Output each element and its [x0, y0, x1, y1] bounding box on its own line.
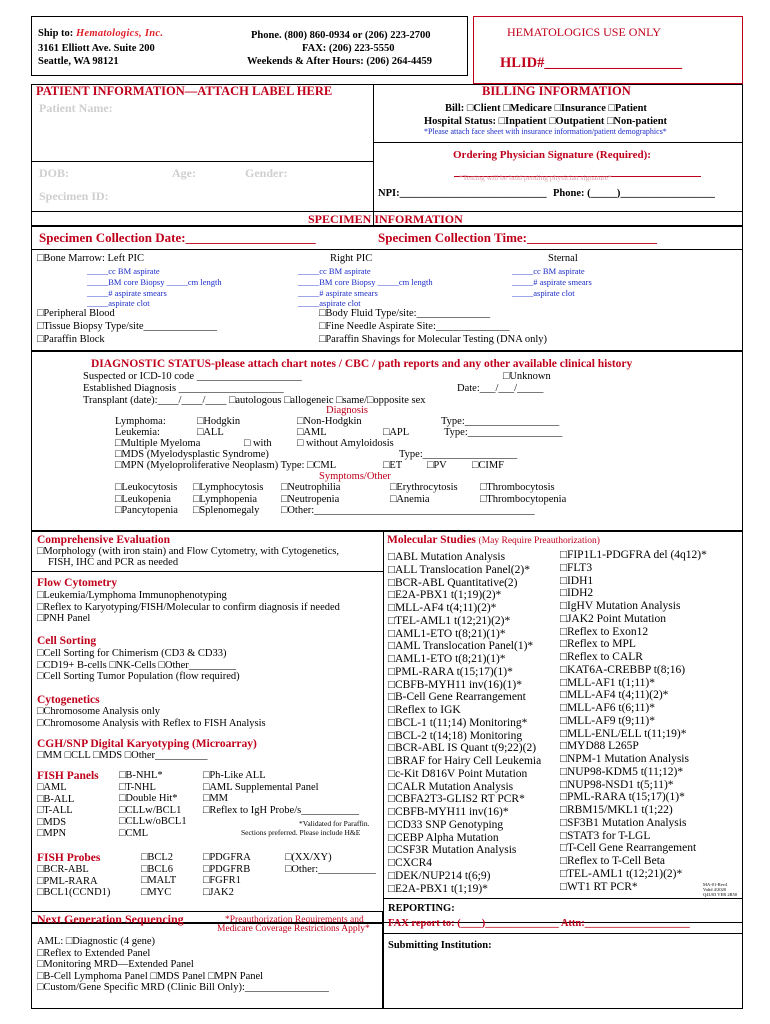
molecular-test-option[interactable]: □MLL-AF9 t(9;11)* [560, 714, 655, 727]
billing-physician-divider [373, 142, 743, 143]
stamp-line: Valid 4/2020 [703, 887, 727, 892]
myeloma-option[interactable]: □Multiple Myeloma [115, 438, 201, 449]
molecular-test-option[interactable]: □SF3B1 Mutation Analysis [560, 816, 687, 829]
molecular-test-option[interactable]: □Reflex to IGK [388, 704, 461, 716]
molecular-test-option[interactable]: □BCL-1 t(11;14) Monitoring* [388, 716, 528, 729]
molecular-test-option[interactable]: □NUP98-NSD1 t(5;11)* [560, 778, 674, 791]
ngs-option[interactable]: □Monitoring MRD—Extended Panel [37, 959, 194, 970]
address-line-1: 3161 Elliott Ave. Suite 200 [38, 43, 155, 54]
cytogenetics-items[interactable] [37, 706, 266, 729]
fish-panel-option[interactable]: □Ph-Like ALL [203, 770, 266, 781]
left-pic-items[interactable] [87, 266, 222, 309]
fish-probe-option[interactable]: □Other:___________ [285, 863, 376, 875]
ngs-preauth-2: Medicare Coverage Restrictions Apply* [217, 924, 370, 934]
right-pic-item[interactable]: _____cc BM aspirate [298, 266, 371, 276]
symptoms-col-2[interactable] [193, 482, 264, 517]
fish-probes-title: FISH Probes [37, 852, 101, 864]
requisition-form [31, 16, 743, 1009]
molecular-test-option[interactable]: □TEL-AML1 t(12;21)(2)* [388, 614, 511, 627]
cimf-option[interactable]: □CIMF [472, 460, 505, 471]
ngs-preauth-1: *Preauthorization Requirements and [225, 915, 364, 925]
specimen-date-divider [31, 249, 743, 250]
molecular-test-option[interactable]: □BCR-ABL Quantitative(2) [388, 576, 518, 589]
weekends-line: Weekends & After Hours: (206) 264-4459 [247, 56, 432, 67]
molecular-test-option[interactable]: □E2A-PBX1 t(1;19)* [388, 882, 488, 895]
symptoms-col-1[interactable] [115, 482, 178, 517]
diagnostic-title: DIAGNOSTIC STATUS-please attach chart notes / CBC / path reports and any other available clinical history [91, 358, 633, 370]
sternal-items[interactable] [512, 266, 592, 298]
fish-probe-option[interactable]: □PDGFRB [203, 863, 251, 875]
molecular-test-option[interactable]: □ALL Translocation Panel(2)* [388, 563, 530, 576]
cgh-title: CGH/SNP Digital Karyotyping (Microarray) [37, 738, 257, 750]
leukemia-type-field[interactable]: Type:__________________ [444, 427, 563, 438]
fish-probe-option[interactable]: □PDGFRA [203, 852, 251, 863]
transplant-field[interactable]: Transplant (date):____/____/____ □autologous □allogeneic □same/□opposite sex [83, 395, 426, 406]
patient-info-title: PATIENT INFORMATION—ATTACH LABEL HERE [36, 84, 333, 98]
molecular-test-option[interactable]: □MLL-AF6 t(6;11)* [560, 702, 655, 714]
molecular-test-option[interactable]: □MLL-AF1 t(1;11)* [560, 676, 655, 689]
comprehensive-line-1[interactable]: □Morphology (with iron stain) and Flow Cytometry, with Cytogenetics, [37, 546, 339, 557]
diagnosis-label: Diagnosis [326, 405, 368, 416]
flow-option[interactable]: □Reflex to Karyotyping/FISH/Molecular to confirm diagnosis if needed [37, 601, 340, 613]
aml-option[interactable]: □AML [297, 427, 327, 438]
address-line-2: Seattle, WA 98121 [38, 56, 119, 67]
molecular-test-option[interactable]: □WT1 RT PCR* [560, 880, 638, 893]
molecular-test-option[interactable]: □PML-RARA t(15;17)(1)* [560, 791, 685, 804]
molecular-test-option[interactable]: □MLL-AF4 t(4;11)(2)* [388, 602, 497, 614]
molecular-test-option[interactable]: □E2A-PBX1 t(1;19)(2)* [388, 589, 502, 602]
suspected-field[interactable]: Suspected or ICD-10 code ____________________ [83, 371, 302, 382]
fish-panel-option[interactable]: □MM [203, 793, 229, 804]
signature-note: *Testing will be held pending physician signature* [459, 173, 612, 182]
comprehensive-title: Comprehensive Evaluation [37, 534, 171, 546]
symptom-option[interactable]: □Erythrocytosis [390, 482, 458, 493]
fish-probe-option[interactable]: □BCR-ABL [37, 864, 89, 875]
hospital-status-options[interactable]: Hospital Status: □Inpatient □Outpatient □Non-patient [424, 116, 668, 127]
molecular-test-option[interactable]: □IgHV Mutation Analysis [560, 600, 681, 612]
physician-signature-title: Ordering Physician Signature (Required): [453, 149, 651, 161]
molecular-heading [387, 534, 600, 547]
cytogenetics-option[interactable]: □Chromosome Analysis with Reflex to FISH Analysis [37, 717, 266, 729]
sternal-item[interactable]: _____cc BM aspirate [512, 266, 585, 276]
phone-line: Phone. (800) 860-0934 or (206) 223-2700 [251, 30, 431, 41]
molecular-test-option[interactable]: □KAT6A-CREBBP t(8;16) [560, 663, 686, 676]
ship-to-label: Ship to: [38, 28, 74, 39]
collection-time-field[interactable]: Specimen Collection Time:____________________ [378, 230, 658, 245]
sternal-item[interactable]: _____# aspirate smears [512, 276, 592, 287]
fish-probe-option[interactable]: □MALT [141, 875, 177, 886]
molecular-test-option[interactable]: □B-Cell Gene Rearrangement [388, 691, 526, 704]
use-only-label: HEMATOLOGICS USE ONLY [507, 25, 661, 39]
fish-panels-note-1: *Validated for Paraffin. [299, 819, 370, 828]
symptom-option[interactable]: □Neutropenia [281, 493, 340, 505]
molecular-test-option[interactable]: □c-Kit D816V Point Mutation [388, 767, 528, 780]
non-hodgkin-option[interactable]: □Non-Hodgkin [297, 416, 362, 427]
stamp-line: Q4U03 VER 2R50 [703, 892, 738, 897]
fish-probe-option[interactable]: □BCL1(CCND1) [37, 887, 111, 898]
symptoms-col-4[interactable] [390, 482, 458, 505]
molecular-test-option[interactable]: □MYD88 L265P [560, 740, 639, 753]
fish-panel-option[interactable]: □T-ALL [37, 805, 73, 816]
molecular-test-option[interactable]: □Reflex to MPL [560, 638, 636, 651]
body-fluid-option[interactable]: □Body Fluid Type/site:______________ [319, 308, 491, 319]
molecular-test-option[interactable]: □Reflex to Exon12 [560, 625, 649, 638]
symptom-option[interactable]: □Other:__________________________________________ [281, 505, 535, 516]
molecular-test-option[interactable]: □IDH1 [560, 574, 594, 587]
right-pic-item[interactable]: _____# aspirate smears [298, 287, 378, 298]
fish-probe-option[interactable]: □(XX/XY) [285, 852, 332, 863]
cell-sorting-title: Cell Sorting [37, 635, 97, 647]
molecular-test-option[interactable]: □Reflex to T-Cell Beta [560, 855, 665, 867]
patient-dob-divider [31, 161, 373, 162]
molecular-test-option[interactable]: □STAT3 for T-LGL [560, 829, 651, 842]
lymphoma-label: Lymphoma: [115, 416, 166, 427]
fish-panel-option[interactable]: □MDS [37, 816, 67, 828]
hlid-field[interactable]: HLID#___________________ [500, 55, 683, 71]
molecular-test-option[interactable]: □BCL-2 t(14;18) Monitoring [388, 729, 523, 742]
right-pic-item[interactable]: _____BM core Biopsy _____cm length [298, 276, 433, 287]
left-pic-item[interactable]: _____BM core Biopsy _____cm length [87, 276, 222, 287]
ngs-option[interactable]: □Custom/Gene Specific MRD (Clinic Bill Only):________________ [37, 982, 329, 993]
fish-panels-title: FISH Panels [37, 770, 99, 782]
left-pic-item[interactable]: _____cc BM aspirate [87, 266, 160, 276]
molecular-test-option[interactable]: □BCR-ABL IS Quant t(9;22)(2) [388, 742, 537, 755]
fish-panel-option[interactable]: □Double Hit* [119, 793, 178, 804]
established-field[interactable]: Established Diagnosis ____________________ [83, 383, 284, 394]
molecular-test-option[interactable]: □TEL-AML1 t(12;21)(2)* [560, 867, 683, 880]
molecular-test-option[interactable]: □Reflex to CALR [560, 651, 643, 663]
symptom-option[interactable]: □Thrombocytosis [480, 482, 555, 493]
molecular-test-option[interactable]: □CSF3R Mutation Analysis [388, 844, 517, 857]
right-pic-item[interactable]: _____aspirate clot [298, 298, 361, 309]
fish-panel-option[interactable]: □CLLw/oBCL1 [119, 816, 187, 827]
fish-probes-col-2[interactable] [141, 852, 176, 898]
fish-probe-option[interactable]: □FGFR1 [203, 875, 241, 886]
molecular-test-option[interactable]: □T-Cell Gene Rearrangement [560, 842, 697, 855]
specimen-info-title: SPECIMEN INFORMATION [308, 212, 463, 226]
symptoms-col-5[interactable] [480, 482, 566, 505]
molecular-test-option[interactable]: □NPM-1 Mutation Analysis [560, 753, 689, 765]
all-option[interactable]: □ALL [197, 427, 224, 438]
symptom-option[interactable]: □Lymphopenia [193, 493, 258, 505]
cell-sorting-items[interactable] [37, 648, 240, 683]
molecular-test-option[interactable]: □MLL-AF4 t(4;11)(2)* [560, 689, 669, 702]
physician-phone-field[interactable]: Phone: (_____)__________________ [553, 188, 715, 199]
cytogenetics-option[interactable]: □Chromosome Analysis only [37, 706, 161, 717]
gender-field[interactable]: Gender: [245, 166, 288, 180]
ship-to-line [38, 28, 163, 40]
molecular-test-option[interactable]: □AML Translocation Panel(1)* [388, 640, 534, 653]
ngs-option[interactable]: □B-Cell Lymphoma Panel □MDS Panel □MPN Panel [37, 970, 264, 982]
molecular-test-option[interactable]: □FLT3 [560, 561, 593, 574]
sternal-label: Sternal [548, 253, 578, 264]
reporting-divider [383, 933, 743, 934]
molecular-test-option[interactable]: □JAK2 Point Mutation [560, 612, 666, 625]
flow-option[interactable]: □PNH Panel [37, 613, 91, 624]
fish-panels-col-2[interactable] [119, 770, 187, 839]
molecular-left-col[interactable] [388, 551, 541, 895]
fax-line: FAX: (206) 223-5550 [302, 43, 395, 54]
mpn-option[interactable]: □MPN (Myeloproliferative Neoplasm) Type: □CML [115, 460, 337, 471]
flow-option[interactable]: □Leukemia/Lymphoma Immunophenotyping [37, 590, 227, 601]
symptom-option[interactable]: □Anemia [390, 493, 430, 505]
ngs-option[interactable]: □Reflex to Extended Panel [37, 947, 151, 959]
symptom-option[interactable]: □Thrombocytopenia [480, 493, 567, 505]
molecular-test-option[interactable]: □RBM15/MKL1 t(1;22) [560, 804, 673, 816]
without-amyloidosis-option[interactable]: □ without Amyloidosis [297, 438, 394, 449]
lymphoma-type-field[interactable]: Type:__________________ [441, 416, 560, 427]
cell-sorting-option[interactable]: □Cell Sorting for Chimerism (CD3 & CD33) [37, 648, 227, 659]
ngs-title: Next Generation Sequencing [37, 912, 184, 926]
right-pic-label: Right PIC [330, 253, 373, 264]
unknown-option[interactable]: □Unknown [503, 371, 551, 382]
fish-panels-col-1[interactable] [37, 782, 74, 840]
molecular-title: Molecular Studies [387, 534, 476, 546]
submitting-institution-field[interactable]: Submitting Institution: [388, 940, 492, 951]
symptom-option[interactable]: □Leukopenia [115, 493, 171, 505]
symptom-option[interactable]: □Leukocytosis [115, 482, 178, 493]
molecular-test-option[interactable]: □CD33 SNP Genotyping [388, 818, 504, 831]
symptom-option[interactable]: □Splenomegaly [193, 505, 260, 516]
fish-probe-option[interactable]: □JAK2 [203, 886, 234, 898]
peripheral-blood-option[interactable]: □Peripheral Blood [37, 308, 115, 319]
left-pic-item[interactable]: _____aspirate clot [87, 298, 150, 309]
reporting-title: REPORTING: [388, 903, 455, 914]
hematologics-logo: Hematologics, Inc. [75, 28, 164, 39]
bone-marrow-option[interactable]: □Bone Marrow: Left PIC [37, 253, 144, 264]
pv-option[interactable]: □PV [427, 460, 447, 471]
cell-sorting-option[interactable]: □CD19+ B-cells □NK-Cells □Other_________ [37, 659, 237, 671]
molecular-test-option[interactable]: □CXCR4 [388, 857, 433, 869]
cgh-options[interactable]: □MM □CLL □MDS □Other__________ [37, 750, 208, 761]
mds-option[interactable]: □MDS (Myelodysplastic Syndrome) [115, 449, 269, 460]
fish-panel-option[interactable]: □CLLw/BCL1 [119, 804, 182, 816]
fine-needle-option[interactable]: □Fine Needle Aspirate Site:______________ [319, 321, 510, 332]
ngs-box [31, 911, 383, 1009]
billing-note: *Please attach face sheet with insurance information/patient demographics* [424, 127, 667, 136]
fish-panel-option[interactable]: □AML [37, 782, 67, 793]
molecular-test-option[interactable]: □PML-RARA t(15;17)(1)* [388, 665, 513, 678]
fish-probe-option[interactable]: □PML-RARA [37, 875, 98, 887]
flow-items[interactable] [37, 590, 340, 625]
sternal-item[interactable]: _____aspirate clot [512, 287, 575, 298]
molecular-test-option[interactable]: □IDH2 [560, 587, 594, 600]
stamp-line: MA-01-Rev4 [703, 882, 728, 887]
cytogenetics-title: Cytogenetics [37, 694, 100, 706]
ngs-option[interactable]: AML: □Diagnostic (4 gene) [37, 936, 156, 947]
flow-title: Flow Cytometry [37, 577, 118, 589]
fish-probe-option[interactable]: □BCL2 [141, 852, 174, 863]
fish-panels-col-3[interactable] [203, 770, 359, 816]
paraffin-shavings-option[interactable]: □Paraffin Shavings for Molecular Testing (DNA only) [319, 334, 548, 345]
molecular-test-option[interactable]: □ABL Mutation Analysis [388, 551, 506, 563]
molecular-test-option[interactable]: □NUP98-KDM5 t(11;12)* [560, 765, 684, 778]
dob-field[interactable]: DOB: [39, 166, 69, 180]
symptom-option[interactable]: □Lymphocytosis [193, 482, 264, 493]
cell-sorting-option[interactable]: □Cell Sorting Tumor Population (flow required) [37, 671, 240, 682]
fish-panel-option[interactable]: □Reflex to IgH Probe/s___________ [203, 804, 359, 816]
billing-info-title: BILLING INFORMATION [482, 84, 631, 98]
fish-panel-option[interactable]: □CML [119, 827, 149, 839]
fish-panel-option[interactable]: □B-ALL [37, 793, 75, 805]
patient-name-field[interactable]: Patient Name: [39, 101, 113, 115]
molecular-test-option[interactable]: □CBFB-MYH11 inv(16)(1)* [388, 678, 522, 691]
symptoms-label: Symptoms/Other [319, 471, 391, 482]
molecular-test-option[interactable]: □DEK/NUP214 t(6;9) [388, 869, 491, 882]
bill-options[interactable]: Bill: □Client □Medicare □Insurance □Patient [445, 103, 647, 114]
fax-report-field[interactable]: FAX report to: (____)______________ Attn:____________________ [388, 918, 690, 929]
hodgkin-option[interactable]: □Hodgkin [197, 416, 241, 427]
fish-probes-col-4[interactable] [285, 852, 376, 875]
molecular-right-col[interactable] [560, 549, 707, 893]
fish-panel-option[interactable]: □T-NHL [119, 781, 156, 793]
npi-field[interactable]: NPI:____________________________ [378, 188, 547, 199]
fish-probe-option[interactable]: □BCL6 [141, 863, 174, 875]
collection-date-field[interactable]: Specimen Collection Date:____________________ [39, 230, 316, 245]
fish-probes-col-1[interactable] [37, 864, 110, 899]
fish-panel-option[interactable]: □MPN [37, 828, 67, 839]
comprehensive-divider [31, 571, 383, 572]
molecular-test-option[interactable]: □CBFB-MYH11 inv(16)* [388, 806, 509, 818]
fish-probes-col-3[interactable] [203, 852, 251, 898]
right-pic-items[interactable] [298, 266, 433, 309]
molecular-test-option[interactable]: □AML1-ETO t(8;21)(1)* [388, 627, 506, 640]
specimen-id-field[interactable]: Specimen ID: [39, 189, 109, 203]
molecular-test-option[interactable]: □FIP1L1-PDGFRA del (4q12)* [560, 549, 707, 561]
molecular-test-option[interactable]: □BRAF for Hairy Cell Leukemia [388, 755, 542, 767]
molecular-test-option[interactable]: □CALR Mutation Analysis [388, 780, 514, 793]
molecular-test-option[interactable]: □AML1-ETO t(8;21)(1)* [388, 653, 506, 665]
molecular-test-option[interactable]: □MLL-ENL/ELL t(11;19)* [560, 727, 687, 740]
with-amyloidosis-option[interactable]: □ with [244, 438, 272, 449]
comprehensive-line-2: FISH, IHC and PCR as needed [48, 557, 179, 568]
apl-option[interactable]: □APL [383, 427, 410, 438]
fish-panels-note-2: Sections preferred. Please include H&E [241, 828, 361, 837]
molecular-subtitle: (May Require Preauthorization) [478, 536, 600, 546]
left-pic-item[interactable]: _____# aspirate smears [87, 287, 167, 298]
fish-probe-option[interactable]: □MYC [141, 886, 172, 898]
symptom-option[interactable]: □Neutrophilia [281, 482, 341, 493]
molecular-test-option[interactable]: □CBFA2T3-GLIS2 RT PCR* [388, 793, 525, 806]
tissue-biopsy-option[interactable]: □Tissue Biopsy Type/site______________ [37, 321, 218, 332]
molecular-test-option[interactable]: □CEBP Alpha Mutation [388, 831, 499, 844]
fish-panel-option[interactable]: □B-NHL* [119, 770, 163, 781]
form-version-stamp [703, 882, 737, 897]
mds-type-field[interactable]: Type:__________________ [399, 449, 518, 460]
symptom-option[interactable]: □Pancytopenia [115, 505, 178, 516]
leukemia-label: Leukemia: [115, 427, 160, 438]
paraffin-block-option[interactable]: □Paraffin Block [37, 334, 105, 345]
specimen-title-divider [31, 226, 743, 227]
fish-panel-option[interactable]: □AML Supplemental Panel [203, 781, 319, 793]
patient-billing-divider [373, 84, 374, 226]
et-option[interactable]: □ET [383, 460, 403, 471]
established-date[interactable]: Date:___/___/_____ [457, 383, 544, 394]
age-field[interactable]: Age: [172, 166, 196, 180]
